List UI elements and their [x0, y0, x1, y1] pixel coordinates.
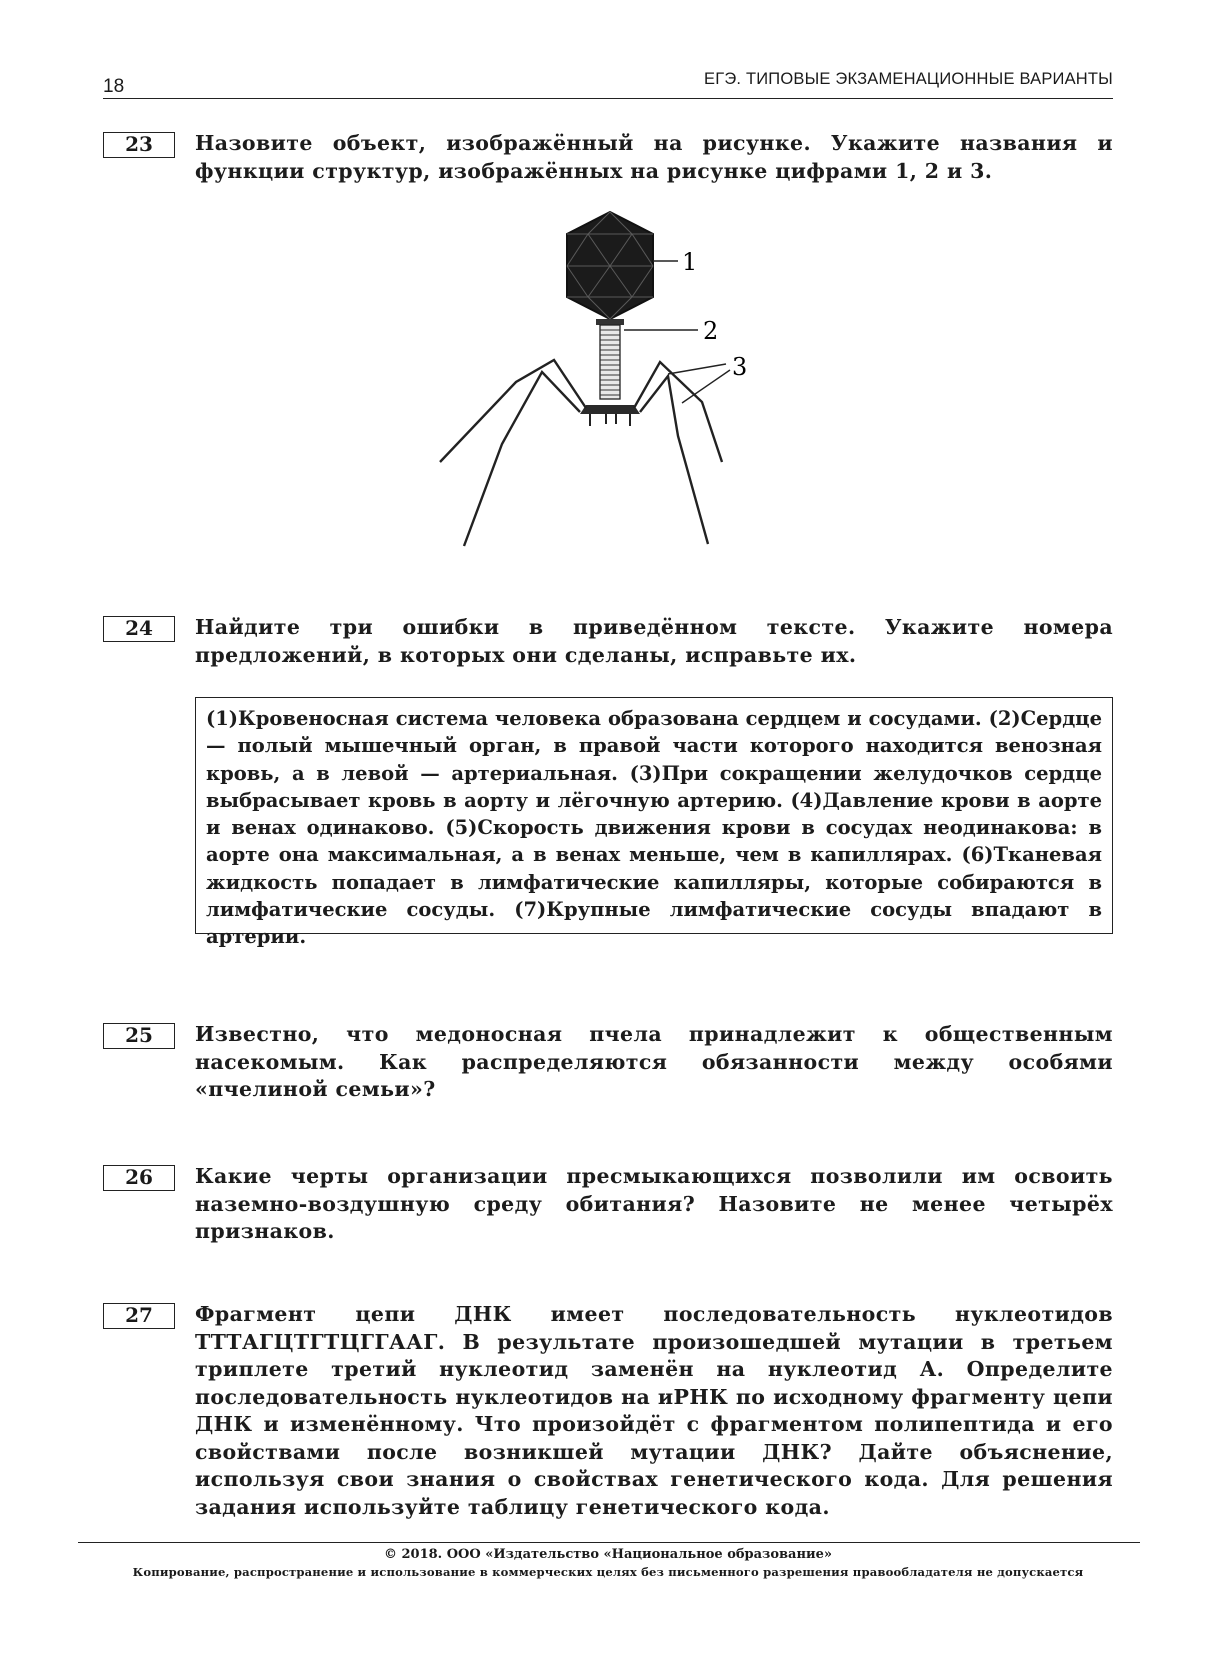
task-number: 26 — [103, 1165, 175, 1191]
task-text: Известно, что медоносная пчела принадлежит к общественным насекомым. Как распределяются обязанности между особями «пчелиной семьи»? — [195, 1022, 1113, 1101]
task-23 — [103, 130, 1113, 185]
task-text: Фрагмент цепи ДНК имеет последовательность нуклеотидов ТТТАГЦТГТЦГГААГ. В результате произошедшей мутации в третьем триплете третий нуклеотид заменён на нуклеотид А. Определите последовательность нуклеотидов на иРНК по исходному фрагменту цепи ДНК и изменённому. Что произойдёт с фрагментом полипептида и его свойствами после возникшей мутации ДНК? Дайте объяснение, используя свои знания о свойствах генетического кода. Для решения задания используйте таблицу генетического кода. — [195, 1302, 1113, 1519]
task-number: 25 — [103, 1023, 175, 1049]
task-27 — [103, 1301, 1113, 1521]
phage-head — [567, 212, 653, 319]
task-25 — [103, 1021, 1113, 1104]
figure-label-2: 2 — [703, 317, 719, 345]
task-text: Назовите объект, изображённый на рисунке. Укажите названия и функции структур, изображённых на рисунке цифрами 1, 2 и 3. — [195, 131, 1113, 183]
tail-fibers — [440, 360, 722, 546]
figure-label-1: 1 — [682, 248, 698, 276]
task-number: 24 — [103, 616, 175, 642]
task-26 — [103, 1163, 1113, 1246]
figure-label-3: 3 — [732, 353, 748, 381]
footer-notice: Копирование, распространение и использование в коммерческих целях без письменного разрешения правообладателя не допускается — [132, 1565, 1084, 1579]
task-number: 23 — [103, 132, 175, 158]
phage-tail — [580, 319, 640, 426]
bacteriophage-figure — [430, 200, 810, 580]
footer-copyright: © 2018. ООО «Издательство «Национальное образование» — [383, 1547, 833, 1562]
running-header: ЕГЭ. ТИПОВЫЕ ЭКЗАМЕНАЦИОННЫЕ ВАРИАНТЫ — [704, 70, 1113, 88]
header-rule — [103, 98, 1113, 99]
page-number: 18 — [103, 76, 125, 97]
task-24 — [103, 614, 1113, 669]
task-text: Найдите три ошибки в приведённом тексте. Укажите номера предложений, в которых они сделаны, исправьте их. — [195, 615, 1113, 667]
footer-rule — [78, 1542, 1140, 1543]
task-text: Какие черты организации пресмыкающихся позволили им освоить наземно-воздушную среду обитания? Назовите не менее четырёх признаков. — [195, 1164, 1113, 1243]
task-number: 27 — [103, 1303, 175, 1329]
error-text-box: (1)Кровеносная система человека образована сердцем и сосудами. (2)Сердце — полый мышечный орган, в правой части которого находится венозная кровь, а в левой — артериальная. (3)При сокращении желудочков сердце выбрасывает кровь в аорту и лёгочную артерию. (4)Давление крови в аорте и венах одинаково. (5)Скорость движения крови в сосудах неодинакова: в аорте она максимальная, а в венах меньше, чем в капиллярах. (6)Тканевая жидкость попадает в лимфатические капилляры, которые собираются в лимфатические сосуды. (7)Крупные лимфатические сосуды впадают в артерии. — [195, 697, 1113, 934]
